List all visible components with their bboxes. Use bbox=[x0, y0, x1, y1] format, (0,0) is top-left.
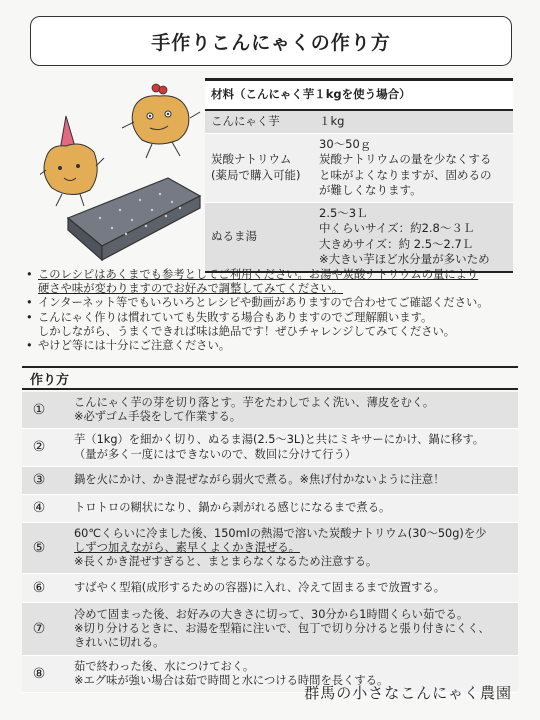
konjac-illustration bbox=[40, 78, 210, 268]
page-title: 手作りこんにゃくの作り方 bbox=[151, 31, 391, 54]
notes-list bbox=[24, 268, 520, 353]
material-name: ぬるま湯 bbox=[205, 202, 313, 272]
step-number: ⑤ bbox=[32, 539, 46, 556]
step-number: ③ bbox=[32, 472, 46, 489]
step-item bbox=[22, 467, 518, 495]
footer-credit: 群馬の小さなこんにゃく農園 bbox=[304, 684, 512, 702]
step-text: 茹で終わった後、水につけておく。 ※エグ味が強い場合は茹で時間と水につける時間を長くする。 bbox=[74, 659, 389, 687]
material-value: １kg bbox=[313, 110, 513, 133]
note-item: • こんにゃく作りは慣れていても失敗する場合もありますのでご理解願います。 しかしながら、うまくできれば味は絶品です！ぜひチャレンジしてみてください。 bbox=[24, 311, 520, 339]
step-text: 鍋を火にかけ、かき混ぜながら弱火で煮る。※焦げ付かないように注意！ bbox=[74, 473, 445, 487]
step-text: 60℃くらいに冷ました後、150mlの熱湯で溶いた炭酸ナトリウム(30～50g)を少 しずつ加えながら、素早くよくかき混ぜる。 ※長くかき混ぜすぎると、まとまらなくなるため注意する。 bbox=[74, 526, 487, 569]
step-number: ② bbox=[32, 439, 46, 456]
step-number: ⑦ bbox=[32, 620, 46, 637]
step-number: ⑧ bbox=[32, 665, 46, 682]
step-number: ④ bbox=[32, 500, 46, 517]
steps-list bbox=[22, 392, 518, 693]
step-item bbox=[22, 603, 518, 656]
note-item: • やけど等には十分にご注意ください。 bbox=[24, 339, 520, 353]
step-item bbox=[22, 523, 518, 574]
step-text: すばやく型箱(成形するための容器)に入れ、冷えて固まるまで放置する。 bbox=[74, 580, 445, 594]
step-text: 芋（1kg）を細かく切り、ぬるま湯(2.5～3L)と共にミキサーにかけ、鍋に移す。 （量が多く一度にはできないので、数回に分けて行う） bbox=[74, 433, 485, 461]
page-title-box bbox=[30, 16, 512, 66]
step-text: 冷めて固まった後、お好みの大きさに切って、30分から1時間くらい茹でる。 ※切り分けるときに、お湯を型箱に注いで、包丁で切り分けると張り付きにくく、 きれいに切れる。 bbox=[74, 607, 490, 650]
konjac-character-left-icon bbox=[40, 116, 104, 206]
step-item bbox=[22, 495, 518, 523]
step-item bbox=[22, 429, 518, 467]
steps-heading: 作り方 bbox=[22, 366, 518, 390]
material-name: 炭酸ナトリウム (薬局で購入可能) bbox=[205, 133, 313, 202]
material-value: 2.5～3Ｌ 中くらいサイズ：約2.8～３Ｌ 大きめサイズ：約 2.5～2.7Ｌ ※大きい芋ほど水分量が多いため bbox=[313, 202, 513, 272]
step-number: ⑥ bbox=[32, 579, 46, 596]
step-text: こんにゃく芋の芽を切り落とす。芋をたわしでよく洗い、薄皮をむく。 ※必ずゴム手袋をして作業する。 bbox=[74, 395, 435, 423]
material-name: こんにゃく芋 bbox=[205, 110, 313, 133]
step-number: ① bbox=[32, 401, 46, 418]
note-item: • このレシピはあくまでも参考としてご利用ください。お湯や炭酸ナトリウムの量により 硬さや味が変わりますのでお好みで調整してみてください。 bbox=[24, 268, 520, 296]
konjac-character-right-icon bbox=[122, 84, 200, 158]
note-item: • インターネット等でもいろいろとレシピや動画がありますので合わせてご確認ください。 bbox=[24, 296, 520, 310]
step-item bbox=[22, 392, 518, 429]
step-item bbox=[22, 574, 518, 603]
step-text: トロトロの糊状になり、鍋から剥がれる感じになるまで煮る。 bbox=[74, 501, 391, 515]
materials-header: 材料（こんにゃく芋１kgを使う場合） bbox=[205, 80, 513, 111]
material-value: 30～50ｇ 炭酸ナトリウムの量を少なくする と味がよくなりますが、固めるの が難しくなります。 bbox=[313, 133, 513, 202]
materials-table bbox=[205, 78, 513, 273]
